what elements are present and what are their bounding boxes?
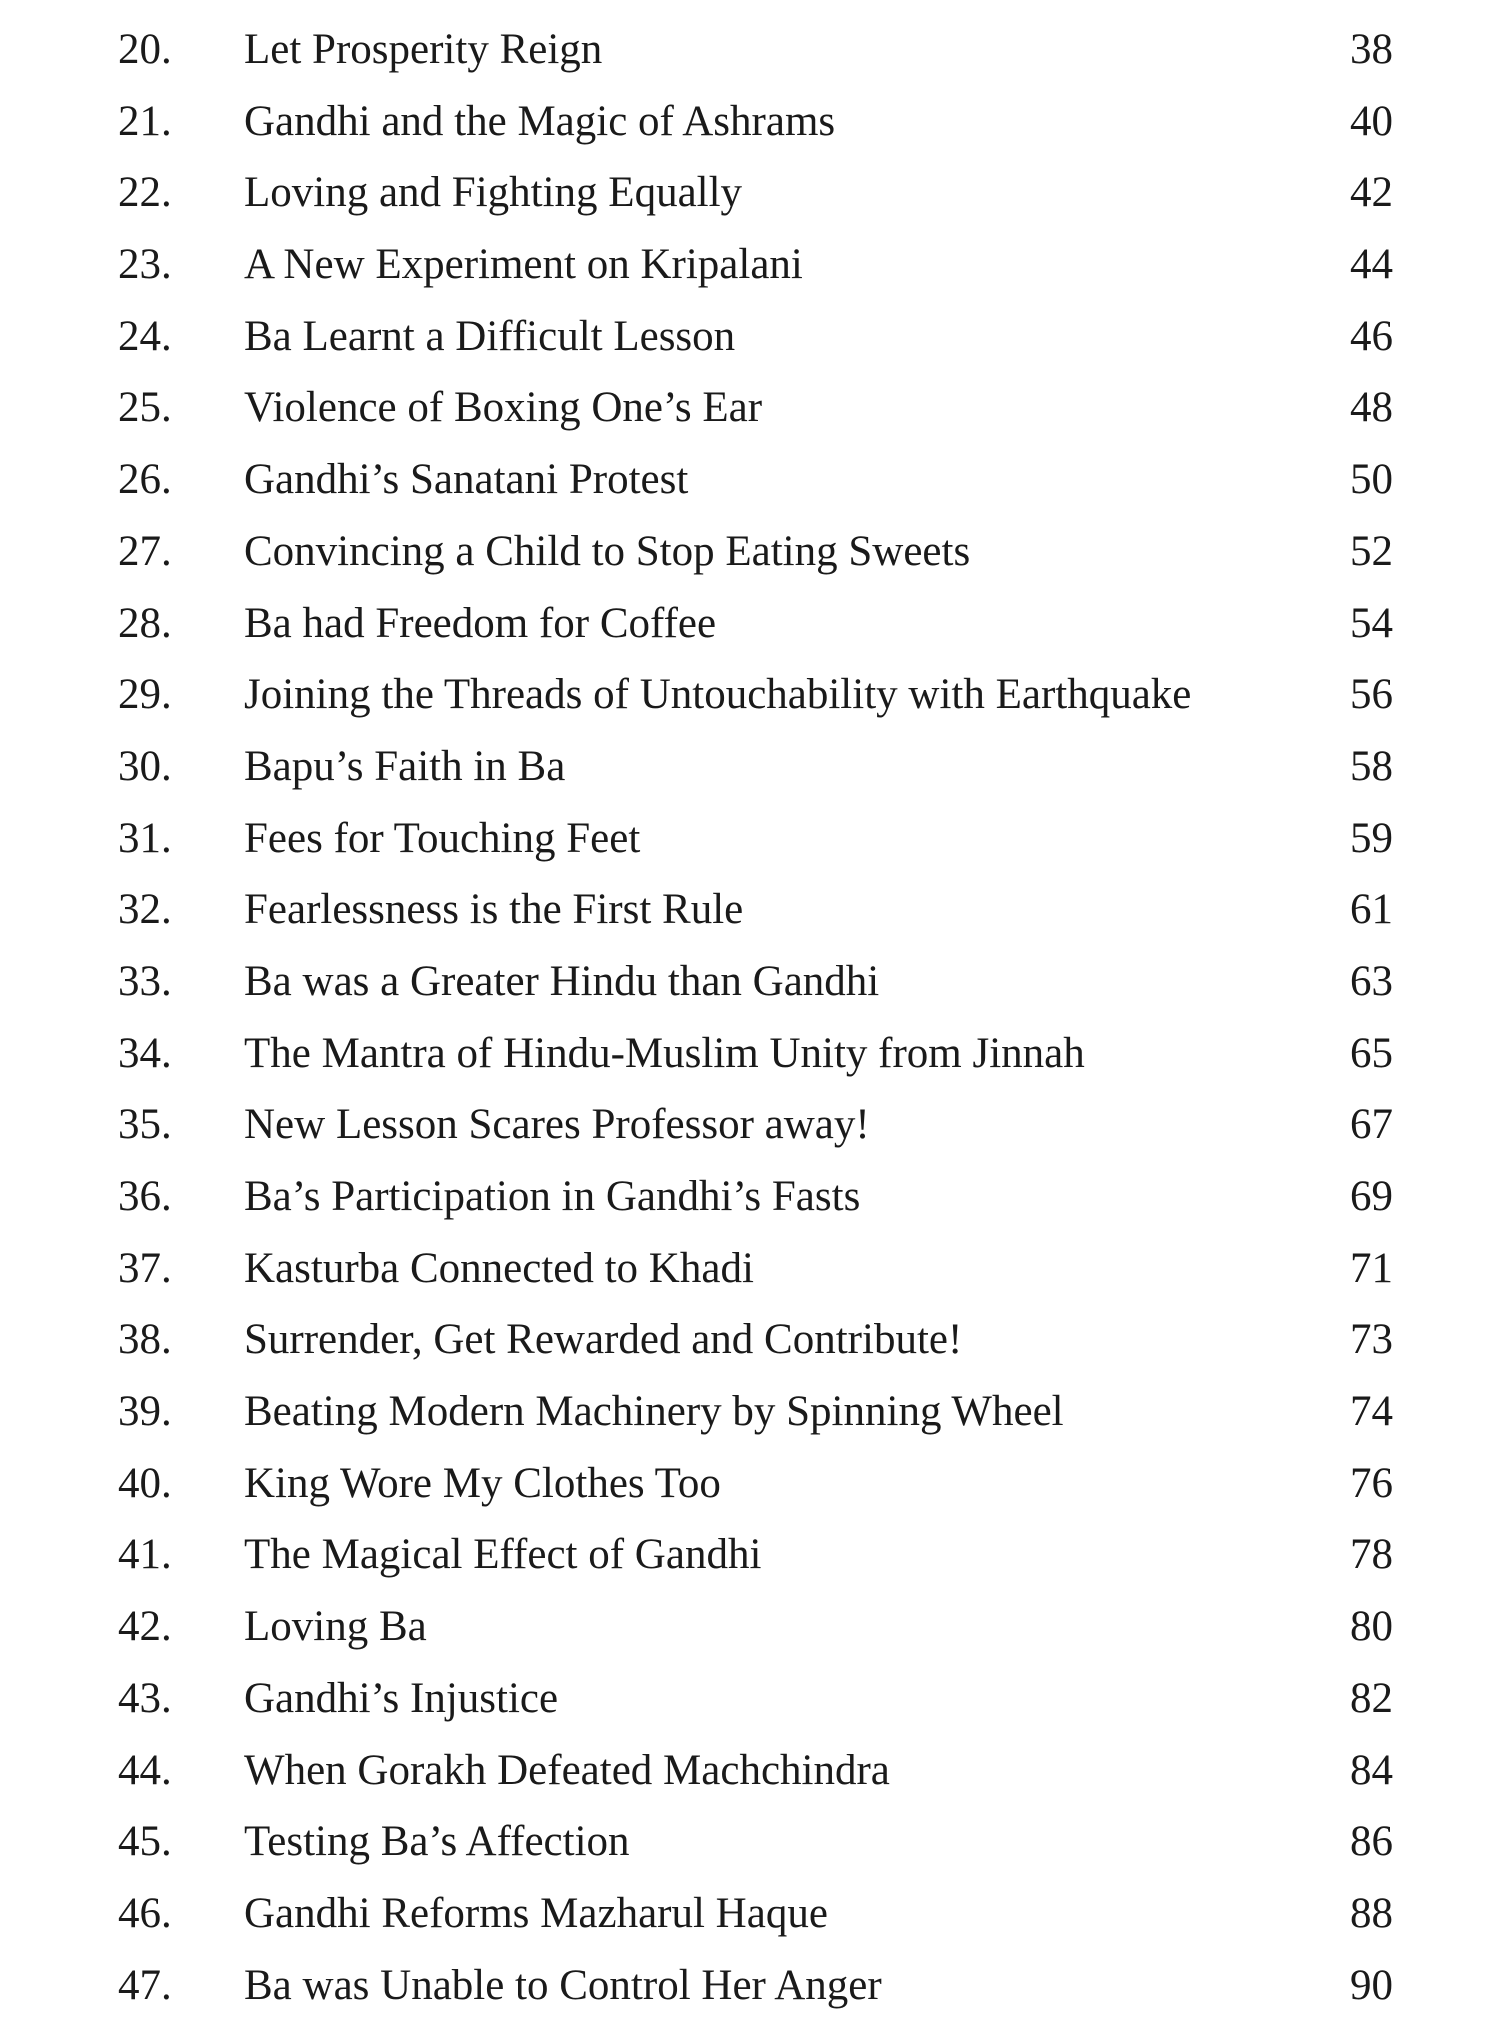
entry-number: 45.: [118, 1818, 172, 1866]
entry-page-number: 80: [1350, 1603, 1393, 1651]
toc-entry: [0, 90, 1500, 162]
entry-number: 36.: [118, 1173, 172, 1220]
entry-title: Ba Learnt a Difficult Lesson: [244, 312, 736, 360]
entry-page-number: 48: [1350, 384, 1393, 432]
toc-entry: [0, 233, 1500, 305]
entry-number: 23.: [118, 241, 172, 289]
toc-entry: [0, 950, 1500, 1022]
toc-entry: [0, 1739, 1500, 1811]
entry-title: Beating Modern Machinery by Spinning Wheel: [244, 1388, 1064, 1436]
toc-entry: [0, 1810, 1500, 1882]
entry-page-number: 78: [1350, 1531, 1393, 1579]
entry-page-number: 52: [1350, 527, 1393, 575]
entry-number: 44.: [118, 1746, 172, 1794]
toc-entry: [0, 1667, 1500, 1739]
toc-entry: [0, 520, 1500, 592]
entry-number: 35.: [118, 1101, 172, 1149]
entry-page-number: 82: [1350, 1674, 1393, 1722]
entry-page-number: 65: [1350, 1029, 1393, 1077]
entry-title: Violence of Boxing One’s Ear: [244, 384, 763, 432]
entry-page-number: 71: [1350, 1244, 1393, 1292]
entry-number: 29.: [118, 671, 172, 719]
toc-entry: [0, 305, 1500, 377]
entry-number: 31.: [118, 814, 172, 862]
toc-entry: [0, 1523, 1500, 1595]
entry-number: 37.: [118, 1244, 172, 1292]
entry-page-number: 46: [1350, 312, 1393, 360]
entry-number: 32.: [118, 886, 172, 934]
table-of-contents: [0, 18, 1500, 2025]
entry-number: 42.: [118, 1603, 172, 1651]
entry-number: 30.: [118, 742, 172, 790]
entry-title: When Gorakh Defeated Machchindra: [244, 1746, 890, 1794]
entry-number: 25.: [118, 384, 172, 432]
entry-title: Gandhi Reforms Mazharul Haque: [244, 1889, 828, 1937]
entry-number: 40.: [118, 1459, 172, 1507]
entry-page-number: 40: [1350, 97, 1393, 145]
entry-title: A New Experiment on Kripalani: [244, 241, 803, 289]
entry-title: Loving Ba: [244, 1603, 427, 1651]
entry-page-number: 54: [1350, 599, 1393, 647]
entry-number: 33.: [118, 957, 172, 1005]
entry-number: 26.: [118, 456, 172, 504]
entry-page-number: 84: [1350, 1746, 1393, 1794]
entry-title: King Wore My Clothes Too: [244, 1459, 721, 1507]
entry-number: 21.: [118, 97, 172, 145]
toc-entry: [0, 807, 1500, 879]
entry-title: Ba was a Greater Hindu than Gandhi: [244, 957, 880, 1005]
entry-number: 34.: [118, 1029, 172, 1077]
toc-entry: [0, 1452, 1500, 1524]
entry-number: 20.: [118, 26, 172, 73]
entry-title: Surrender, Get Rewarded and Contribute!: [244, 1316, 963, 1364]
toc-entry: [0, 1022, 1500, 1094]
entry-title: Joining the Threads of Untouchability with Earthquake: [244, 671, 1192, 719]
entry-title: Gandhi’s Sanatani Protest: [244, 456, 689, 504]
toc-entry: [0, 1165, 1500, 1237]
entry-number: 24.: [118, 312, 172, 360]
entry-page-number: 74: [1350, 1388, 1393, 1436]
entry-title: Ba was Unable to Control Her Anger: [244, 1961, 882, 2009]
toc-entry: [0, 592, 1500, 664]
toc-entry: [0, 1882, 1500, 1954]
entry-title: Bapu’s Faith in Ba: [244, 742, 566, 790]
entry-title: Ba had Freedom for Coffee: [244, 599, 717, 647]
entry-title: Gandhi’s Injustice: [244, 1674, 559, 1722]
toc-entry: [0, 1308, 1500, 1380]
toc-entry: [0, 18, 1500, 90]
entry-number: 41.: [118, 1531, 172, 1579]
entry-number: 28.: [118, 599, 172, 647]
entry-page-number: 63: [1350, 957, 1393, 1005]
toc-entry: [0, 448, 1500, 520]
entry-page-number: 69: [1350, 1173, 1393, 1220]
toc-entry: [0, 1093, 1500, 1165]
entry-number: 47.: [118, 1961, 172, 2009]
entry-title: Gandhi and the Magic of Ashrams: [244, 97, 836, 145]
toc-entry: [0, 376, 1500, 448]
toc-entry: [0, 1954, 1500, 2025]
entry-title: Loving and Fighting Equally: [244, 169, 743, 217]
entry-page-number: 67: [1350, 1101, 1393, 1149]
entry-title: Let Prosperity Reign: [244, 26, 603, 73]
entry-title: Convincing a Child to Stop Eating Sweets: [244, 527, 971, 575]
entry-page-number: 76: [1350, 1459, 1393, 1507]
entry-title: New Lesson Scares Professor away!: [244, 1101, 870, 1149]
toc-entry: [0, 1595, 1500, 1667]
entry-page-number: 88: [1350, 1889, 1393, 1937]
entry-page-number: 50: [1350, 456, 1393, 504]
entry-page-number: 58: [1350, 742, 1393, 790]
entry-page-number: 42: [1350, 169, 1393, 217]
entry-title: Fees for Touching Feet: [244, 814, 641, 862]
entry-title: The Mantra of Hindu-Muslim Unity from Jinnah: [244, 1029, 1085, 1077]
toc-entry: [0, 1380, 1500, 1452]
entry-page-number: 38: [1350, 26, 1393, 73]
entry-page-number: 73: [1350, 1316, 1393, 1364]
toc-entry: [0, 735, 1500, 807]
toc-entry: [0, 1237, 1500, 1309]
entry-number: 38.: [118, 1316, 172, 1364]
entry-number: 39.: [118, 1388, 172, 1436]
entry-page-number: 61: [1350, 886, 1393, 934]
entry-page-number: 90: [1350, 1961, 1393, 2009]
entry-number: 27.: [118, 527, 172, 575]
entry-page-number: 59: [1350, 814, 1393, 862]
entry-page-number: 86: [1350, 1818, 1393, 1866]
entry-number: 46.: [118, 1889, 172, 1937]
entry-title: Testing Ba’s Affection: [244, 1818, 630, 1866]
entry-page-number: 56: [1350, 671, 1393, 719]
entry-title: Kasturba Connected to Khadi: [244, 1244, 754, 1292]
entry-title: Ba’s Participation in Gandhi’s Fasts: [244, 1173, 861, 1220]
entry-number: 22.: [118, 169, 172, 217]
entry-number: 43.: [118, 1674, 172, 1722]
toc-entry: [0, 878, 1500, 950]
entry-title: The Magical Effect of Gandhi: [244, 1531, 762, 1579]
entry-title: Fearlessness is the First Rule: [244, 886, 744, 934]
entry-page-number: 44: [1350, 241, 1393, 289]
toc-entry: [0, 663, 1500, 735]
toc-entry: [0, 161, 1500, 233]
